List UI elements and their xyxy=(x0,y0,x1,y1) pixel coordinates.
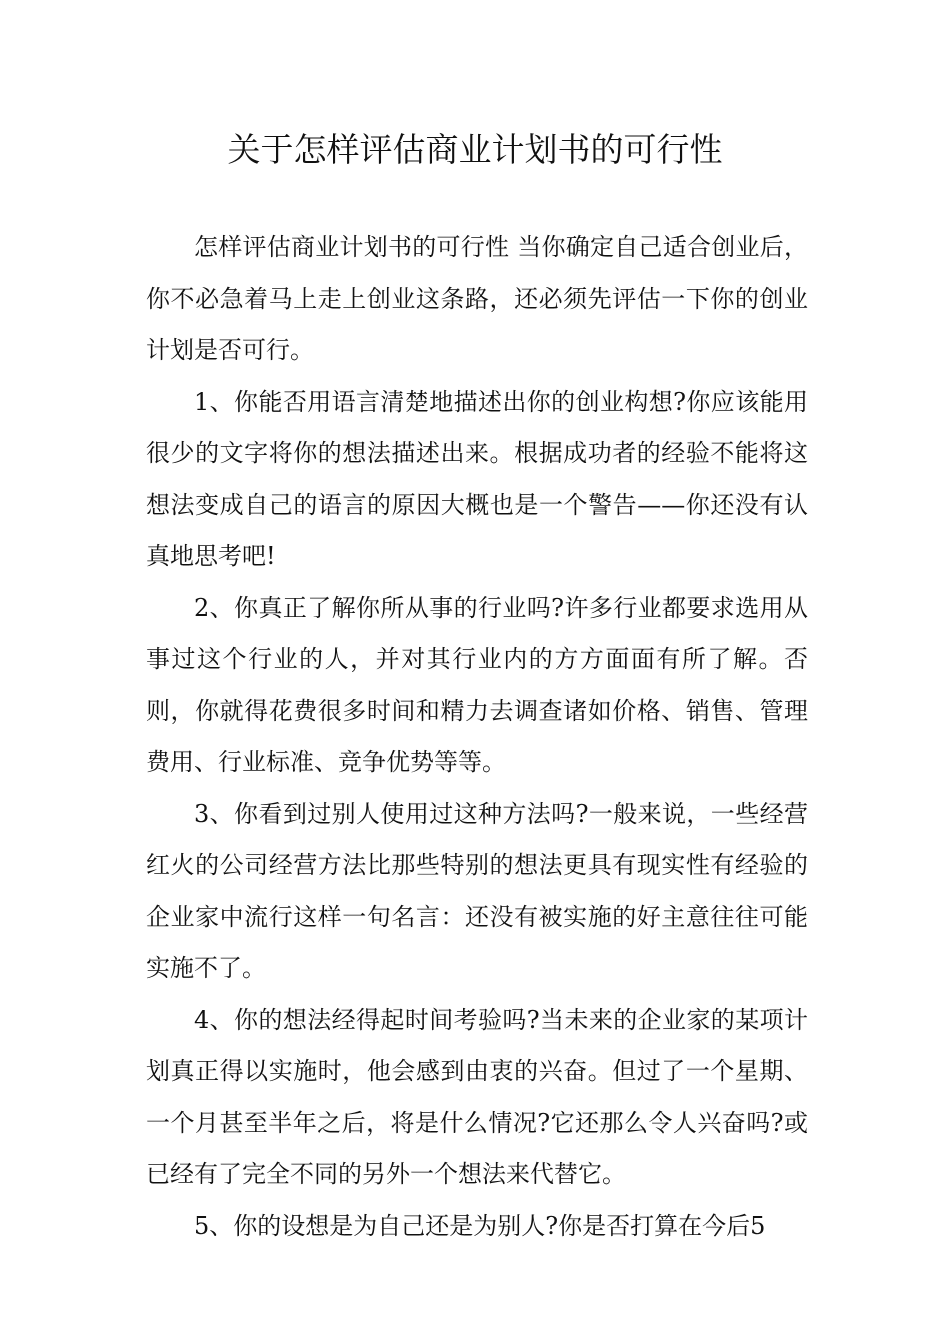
paragraph-point-1: 1、你能否用语言清楚地描述出你的创业构想?你应该能用很少的文字将你的想法描述出来。根据成功者的经验不能将这想法变成自己的语言的原因大概也是一个警告——你还没有认真地思考吧! xyxy=(146,387,808,570)
paragraph-point-4: 4、你的想法经得起时间考验吗?当未来的企业家的某项计划真正得以实施时，他会感到由衷的兴奋。但过了一个星期、一个月甚至半年之后，将是什么情况?它还那么令人兴奋吗?或已经有了完全不同的另外一个想法来代替它。 xyxy=(146,1005,808,1188)
document-body xyxy=(146,222,808,1252)
paragraph-point-3: 3、你看到过别人使用过这种方法吗?一般来说，一些经营红火的公司经营方法比那些特别的想法更具有现实性有经验的企业家中流行这样一句名言：还没有被实施的好主意往往可能实施不了。 xyxy=(146,799,808,982)
paragraph-point-5: 5、你的设想是为自己还是为别人?你是否打算在今后5 xyxy=(194,1211,766,1240)
paragraph-point-2: 2、你真正了解你所从事的行业吗?许多行业都要求选用从事过这个行业的人，并对其行业内的方方面面有所了解。否则，你就得花费很多时间和精力去调查诸如价格、销售、管理费用、行业标准、竞争优势等等。 xyxy=(146,593,808,776)
paragraph-intro: 怎样评估商业计划书的可行性 当你确定自己适合创业后，你不必急着马上走上创业这条路，还必须先评估一下你的创业计划是否可行。 xyxy=(146,233,808,364)
document-title: 关于怎样评估商业计划书的可行性 xyxy=(227,130,723,169)
